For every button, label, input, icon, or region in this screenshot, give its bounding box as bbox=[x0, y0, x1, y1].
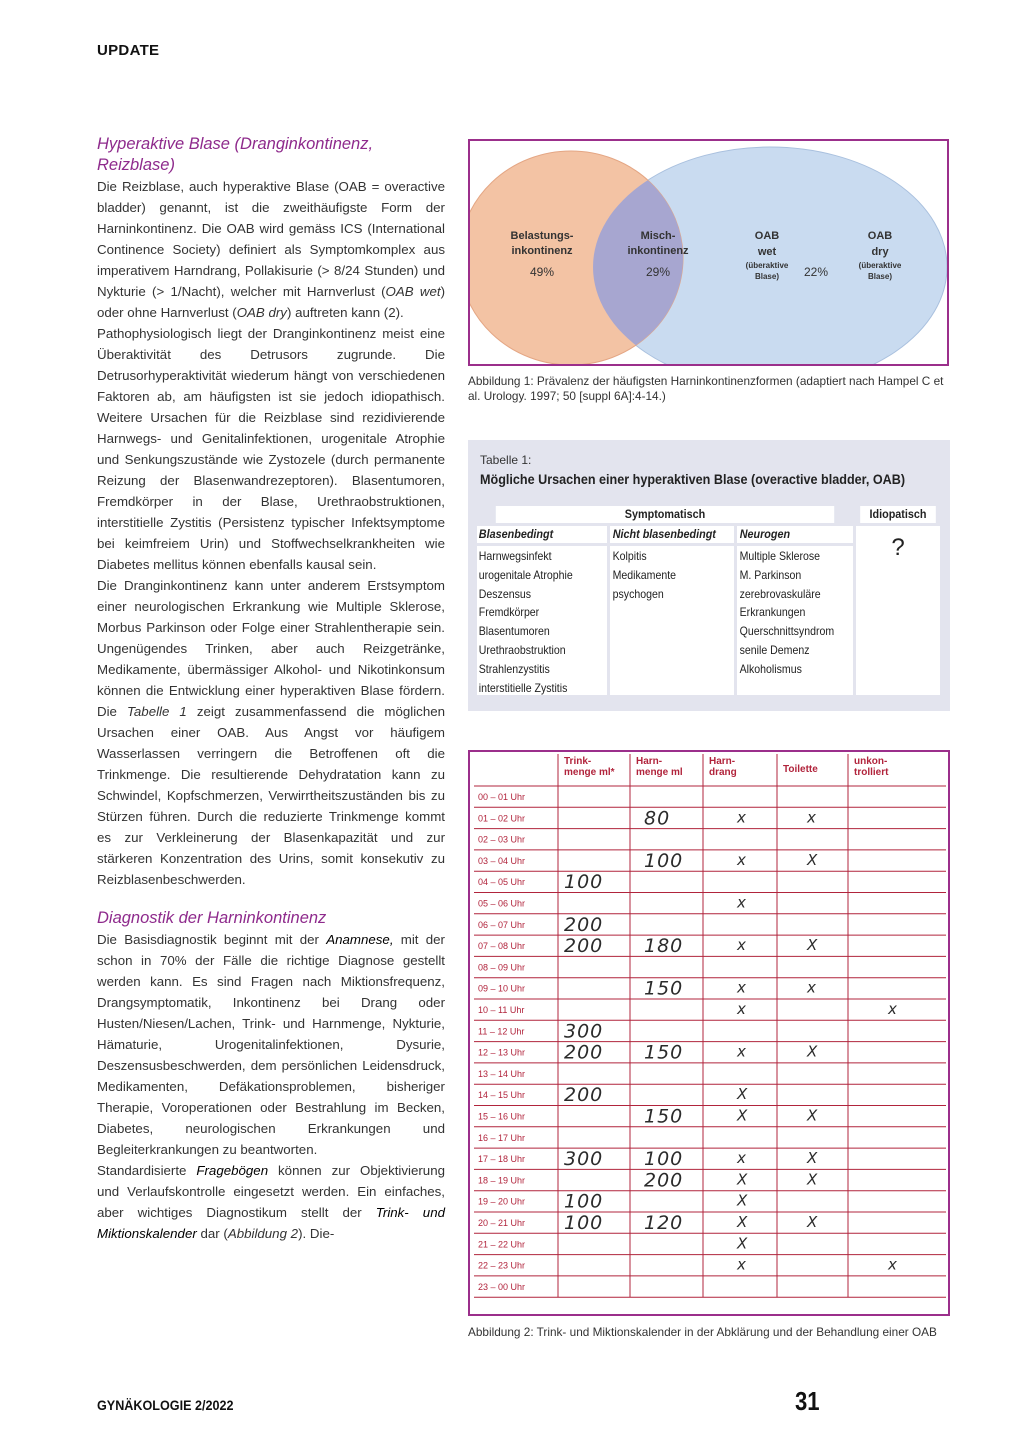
table-col1-item: Urethraobstruktion bbox=[478, 642, 566, 657]
table-col1-header-cell bbox=[477, 526, 607, 543]
label-wet-2: wet bbox=[757, 246, 777, 258]
table-col2-item: Kolpitis bbox=[612, 549, 647, 563]
table-idiopatisch-mark: ? bbox=[891, 534, 905, 561]
table-col3-item: senile Demenz bbox=[739, 642, 810, 657]
table-col1-item: Blasentumoren bbox=[478, 624, 550, 639]
table-col2-item: psychogen bbox=[612, 586, 664, 601]
calendar-handwritten-mark: X bbox=[737, 1191, 748, 1210]
calendar-time-label: 20 – 21 Uhr bbox=[478, 1218, 526, 1228]
calendar-header-label: Trink- bbox=[564, 756, 592, 767]
table-label: Tabelle 1: bbox=[480, 453, 532, 467]
table-col3-item: Alkoholismus bbox=[739, 661, 802, 676]
table-col3-item: Erkrankungen bbox=[739, 605, 806, 620]
label-dry-1: OAB bbox=[867, 230, 893, 242]
table-group-symptomatisch: Symptomatisch bbox=[496, 506, 834, 523]
calendar-time-label: 09 – 10 Uhr bbox=[478, 983, 526, 994]
calendar-time-label: 02 – 03 Uhr bbox=[478, 834, 526, 845]
calendar-handwritten-value: 100 bbox=[644, 849, 684, 872]
calendar-handwritten-value: 150 bbox=[644, 1041, 684, 1064]
label-dry-3: (überaktive bbox=[858, 261, 902, 270]
calendar-time-label: 17 – 18 Uhr bbox=[478, 1154, 526, 1165]
table-col3-item: Querschnittsyndrom bbox=[739, 624, 835, 639]
calendar-handwritten-value: 200 bbox=[564, 913, 604, 936]
calendar-time-label: 12 – 13 Uhr bbox=[478, 1047, 526, 1058]
calendar-time-label: 01 – 02 Uhr bbox=[478, 813, 526, 824]
calendar-handwritten-mark: X bbox=[737, 1170, 748, 1189]
paragraph-pathophysiologie: Pathophysiologisch liegt der Dranginkontinenz meist eine Überaktivität des Detrusors zugrunde. Die Detrusorhyperaktivität wiederum hängt von verschiedenen Faktoren ab, am häufigsten ist sie jedoch idiopathisch. Weitere Ursachen für die Reizblase sind rezidivierende Harnwegs- und Genitalinfektionen, urogenitale Atrophie und Senkungszustände wie Zystozele (durch permanente Reizung der Blasenwandrezeptoren). Blasentumoren, Fremdkörper in der Blase, Urethraobstruktionen, interstitielle Zystitis (Persistenz typischer Infektsymptome bei keimfreiem Urin) und Stoffwechselkrankheiten wie Diabetes mellitus können ebenfalls kausal sein. bbox=[97, 326, 445, 572]
figure1-caption: Abbildung 1: Prävalenz der häufigsten Harninkontinenzformen (adaptiert nach Hampel C et al. Urology. 1997; 50 [suppl 6A]:4-14.) bbox=[468, 374, 944, 403]
calendar-handwritten-mark: X bbox=[807, 1106, 818, 1125]
calendar-time-label: 04 – 05 Uhr bbox=[478, 877, 526, 888]
calendar-time-label: 08 – 09 Uhr bbox=[478, 962, 526, 973]
paragraph-definition: Die Reizblase, auch hyperaktive Blase (OAB = overactive bladder) genannt, ist die zweithäufigste Form der Harninkontinenz. Die OAB wird gemäss ICS (International Continence Society) definiert als Symptomkomplex aus imperativem Harndrang, Pollakisurie (> 8/24 Stunden) und Nykturie (> 1/Nacht), welcher mit Harnverlust (OAB wet) oder ohne Harnverlust (OAB dry) auftreten kann (2). bbox=[97, 179, 446, 320]
calendar-handwritten-mark: X bbox=[807, 1042, 818, 1061]
calendar-svg bbox=[470, 752, 948, 1314]
calendar-handwritten-mark: X bbox=[737, 1106, 748, 1125]
paragraph-ursachen: Die Dranginkontinenz kann unter anderem Erstsymptom einer neurologischen Erkrankung wie Multiple Sklerose, Morbus Parkinson oder Folge einer Strahlentherapie sein. Ungenügendes Trinken, aber auch Reizgetränke, Medikamente, übermässiger Alkohol- und Nikotinkonsum können die Entwicklung einer hyperaktiven Blase fördern. Die Tabelle 1 zeigt zusammenfassend die möglichen Ursachen einer OAB. Aus Angst vor häufigem Wasserlassen verringern die Betroffenen oft die Trinkmenge. Die resultierende Dehydratation kann zu Schwindel, Kopfschmerzen, Verwirrtheitszuständen bis zu Stürzen führen. Durch die reduzierte Trinkmenge kommt es zur Verkleinerung der Blasenkapazität und zur stärkeren Konzentration des Urins, somit konsekutiv zu Reizblasenbeschwerden. bbox=[97, 578, 446, 887]
label-misch-2: inkontinenz bbox=[627, 245, 689, 257]
paragraph-anamnese: Die Basisdiagnostik beginnt mit der Anamnese, mit der schon in 70% der Fälle die richtige Diagnose gestellt werden kann. Es sind Fragen nach Miktionsfrequenz, Drangsymptomatik, Inkontinenz bei Drang oder Husten/Niesen/Lachen, Trink- und Harnmenge, Nykturie, Hämaturie, Urogenitalinfektionen, Dysurie, Deszensusbeschwerden, dem persönlichen Leidensdruck, Medikamenten, Defäkationsproblemen, bisheriger Therapie, Voroperationen oder Bestrahlung im Becken, Diabetes, neurologischen Erkrankungen und Begleiterkrankungen zu beantworten. bbox=[97, 932, 445, 1157]
calendar-header-label: Harn- bbox=[709, 756, 736, 767]
calendar-handwritten-value: 150 bbox=[644, 977, 684, 1000]
article-column bbox=[97, 134, 445, 1244]
label-wet-4: Blase) bbox=[754, 272, 780, 281]
calendar-handwritten-mark: X bbox=[807, 1149, 818, 1168]
table-col3-cell bbox=[737, 546, 853, 695]
calendar-handwritten-mark: X bbox=[807, 850, 818, 869]
table-group-idiopatisch: Idiopatisch bbox=[860, 506, 936, 523]
label-belastung-1: Belastungs- bbox=[510, 230, 574, 242]
calendar-handwritten-mark: x bbox=[737, 1000, 746, 1018]
label-dry-2: dry bbox=[871, 246, 889, 258]
table-col1-item: Strahlenzystitis bbox=[478, 661, 550, 676]
table-title: Mögliche Ursachen einer hyperaktiven Blase (overactive bladder, OAB) bbox=[480, 471, 906, 487]
calendar-header-label: Harn- bbox=[636, 756, 663, 767]
calendar-handwritten-value: 100 bbox=[564, 1190, 604, 1213]
calendar-handwritten-mark: x bbox=[807, 808, 816, 827]
calendar-handwritten-mark: X bbox=[737, 1234, 748, 1253]
table-col3-header-cell bbox=[737, 526, 853, 543]
calendar-handwritten-value: 100 bbox=[644, 1148, 684, 1171]
calendar-handwritten-mark: X bbox=[807, 1170, 818, 1189]
calendar-handwritten-mark: x bbox=[737, 936, 746, 955]
table-col1-item: Fremdkörper bbox=[478, 605, 540, 620]
heading-diagnostik: Diagnostik der Harninkontinenz bbox=[97, 909, 327, 927]
calendar-handwritten-mark: X bbox=[737, 1213, 748, 1231]
calendar-time-label: 18 – 19 Uhr bbox=[478, 1175, 526, 1186]
table-col2-header: Nicht blasenbedingt bbox=[612, 527, 716, 541]
label-oab-pct: 22% bbox=[803, 265, 829, 279]
table-col1-list bbox=[477, 546, 591, 697]
calendar-handwritten-value: 200 bbox=[644, 1169, 684, 1192]
calendar-handwritten-value: 80 bbox=[644, 807, 671, 830]
calendar-handwritten-mark: X bbox=[807, 936, 818, 955]
paragraph-frageboegen: Standardisierte Fragebögen können zur Objektivierung und Verlaufskontrolle eingesetzt werden. Ein einfaches, aber wichtiges Diagnostikum stellt der Trink- und Miktionskalender dar (Abbildung 2). Die- bbox=[97, 1163, 445, 1241]
table-col2-header-cell bbox=[610, 526, 734, 543]
calendar-time-label: 21 – 22 Uhr bbox=[478, 1239, 526, 1250]
label-misch-1: Misch- bbox=[640, 230, 676, 242]
calendar-handwritten-value: 180 bbox=[644, 935, 684, 958]
table-col1-header: Blasenbedingt bbox=[478, 527, 554, 541]
figure-miktionskalender bbox=[468, 750, 950, 1316]
table-col1-item: interstitielle Zystitis bbox=[478, 680, 568, 695]
calendar-handwritten-mark: x bbox=[737, 893, 746, 912]
calendar-handwritten-mark: X bbox=[737, 1085, 748, 1104]
calendar-time-label: 23 – 00 Uhr bbox=[478, 1281, 526, 1292]
table-col3-header: Neurogen bbox=[739, 527, 791, 541]
footer-journal: GYNÄKOLOGIE 2/2022 bbox=[97, 1397, 234, 1413]
table-idiopatisch-cell bbox=[856, 526, 940, 695]
calendar-handwritten-mark: x bbox=[737, 1255, 746, 1274]
table-col3-item: M. Parkinson bbox=[739, 567, 802, 582]
calendar-time-label: 22 – 23 Uhr bbox=[478, 1260, 526, 1271]
table-col2-list bbox=[610, 546, 719, 603]
label-dry-4: Blase) bbox=[867, 272, 893, 281]
calendar-handwritten-mark: x bbox=[737, 978, 746, 997]
label-misch-pct: 29% bbox=[645, 265, 671, 279]
label-wet-3: (überaktive bbox=[745, 261, 789, 270]
calendar-handwritten-value: 150 bbox=[644, 1105, 684, 1128]
venn-svg bbox=[470, 141, 947, 364]
table-col2-item: Medikamente bbox=[612, 567, 677, 582]
calendar-header-label: drang bbox=[709, 767, 737, 778]
calendar-time-label: 16 – 17 Uhr bbox=[478, 1132, 526, 1143]
table-col1-item: urogenitale Atrophie bbox=[478, 567, 573, 582]
calendar-header-label: menge ml* bbox=[564, 767, 615, 778]
figure2-caption: Abbildung 2: Trink- und Miktionskalender in der Abklärung und der Behandlung einer OAB bbox=[468, 1325, 937, 1339]
calendar-time-label: 05 – 06 Uhr bbox=[478, 898, 526, 909]
calendar-time-label: 15 – 16 Uhr bbox=[478, 1111, 526, 1122]
calendar-time-label: 03 – 04 Uhr bbox=[478, 855, 526, 866]
table-col2-cell bbox=[610, 546, 734, 695]
table-col3-item: zerebrovaskuläre bbox=[739, 586, 821, 601]
calendar-header-label: trolliert bbox=[854, 767, 889, 778]
label-belastung-2: inkontinenz bbox=[511, 245, 573, 257]
calendar-time-label: 13 – 14 Uhr bbox=[478, 1068, 526, 1079]
calendar-handwritten-mark: x bbox=[737, 1149, 746, 1168]
calendar-handwritten-mark: X bbox=[807, 1213, 818, 1231]
calendar-header-label: unkon- bbox=[854, 756, 888, 767]
section-header: UPDATE bbox=[97, 42, 160, 59]
calendar-header-label: menge ml bbox=[636, 767, 683, 778]
calendar-handwritten-mark: x bbox=[888, 1000, 897, 1018]
calendar-header-label: Toilette bbox=[783, 764, 818, 775]
page-number: 31 bbox=[795, 1386, 820, 1416]
heading-hyperaktive-blase: Hyperaktive Blase (Dranginkontinenz, Reizblase) bbox=[97, 135, 374, 174]
calendar-time-label: 11 – 12 Uhr bbox=[478, 1026, 525, 1037]
calendar-handwritten-value: 300 bbox=[564, 1020, 604, 1043]
label-belastung-pct: 49% bbox=[529, 265, 555, 279]
label-wet-1: OAB bbox=[754, 230, 780, 242]
figure-venn-diagram bbox=[468, 139, 949, 366]
table-ursachen bbox=[468, 440, 950, 711]
calendar-handwritten-value: 200 bbox=[564, 935, 604, 958]
calendar-time-label: 19 – 20 Uhr bbox=[478, 1196, 526, 1207]
calendar-time-label: 06 – 07 Uhr bbox=[478, 919, 526, 930]
calendar-handwritten-mark: x bbox=[807, 978, 816, 997]
calendar-handwritten-mark: x bbox=[888, 1255, 897, 1274]
table-col3-list bbox=[737, 546, 839, 679]
table-col3-item: Multiple Sklerose bbox=[739, 549, 821, 563]
calendar-time-label: 14 – 15 Uhr bbox=[478, 1090, 526, 1101]
calendar-handwritten-value: 200 bbox=[564, 1084, 604, 1107]
calendar-handwritten-mark: x bbox=[737, 1042, 746, 1061]
calendar-handwritten-value: 200 bbox=[564, 1041, 604, 1064]
calendar-handwritten-value: 100 bbox=[564, 871, 604, 894]
calendar-time-label: 07 – 08 Uhr bbox=[478, 941, 526, 952]
calendar-handwritten-mark: x bbox=[737, 850, 746, 869]
table-col1-item: Deszensus bbox=[478, 586, 532, 601]
calendar-time-label: 00 – 01 Uhr bbox=[478, 792, 526, 802]
calendar-time-label: 10 – 11 Uhr bbox=[478, 1005, 525, 1015]
calendar-handwritten-mark: x bbox=[737, 808, 746, 827]
table-col1-item: Harnwegsinfekt bbox=[478, 549, 552, 563]
table-col1-cell bbox=[477, 546, 607, 695]
calendar-handwritten-value: 100 bbox=[564, 1212, 604, 1234]
calendar-handwritten-value: 120 bbox=[644, 1212, 684, 1234]
calendar-handwritten-value: 300 bbox=[564, 1148, 604, 1171]
